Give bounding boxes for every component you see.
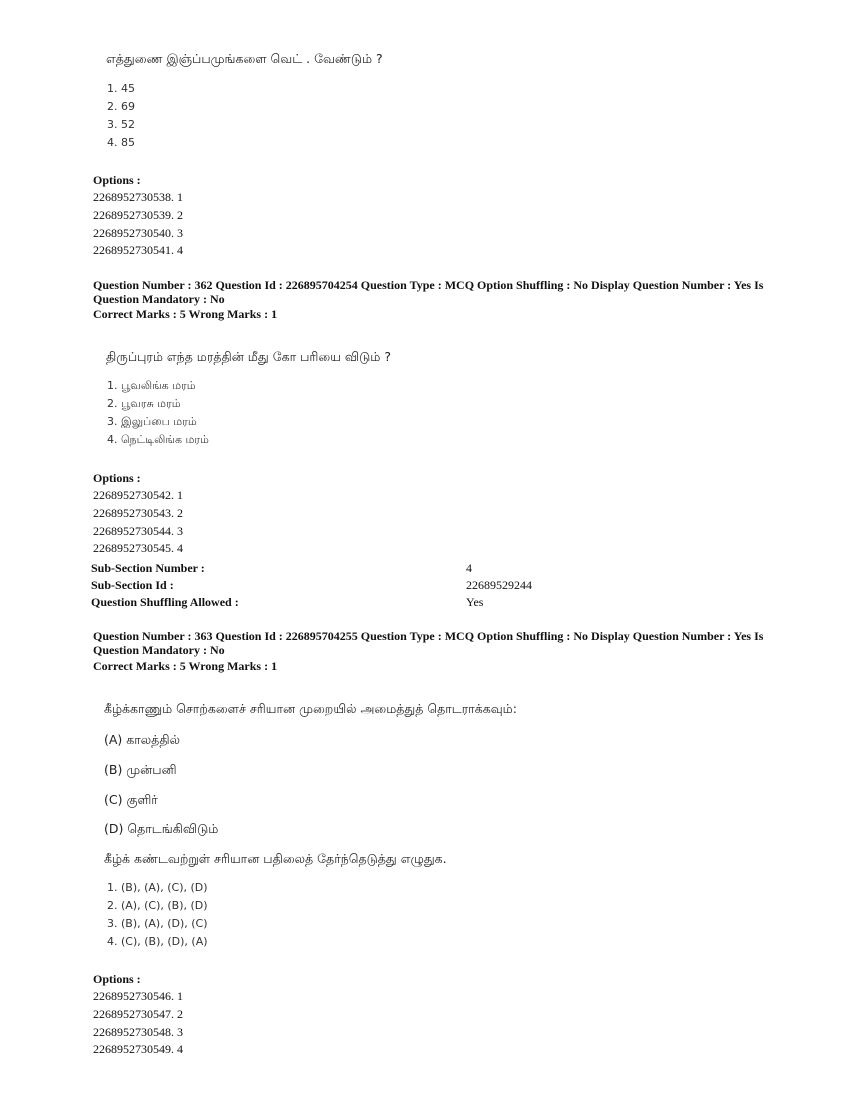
question-meta-line1: Question Number : 362 Question Id : 226895704254 Question Type : MCQ Option Shuffling : No Display Question Number : Yes Is: [93, 278, 764, 292]
answer-choice-1: 1. பூவலிங்க மரம்: [107, 379, 196, 392]
answer-choice-1: 1. 45: [107, 82, 135, 95]
question-marks: Correct Marks : 5 Wrong Marks : 1: [93, 307, 278, 321]
option-id-4: 2268952730545. 4: [93, 541, 183, 555]
option-id-2: 2268952730547. 2: [93, 1007, 183, 1021]
shuffling-allowed-label: Question Shuffling Allowed :: [91, 595, 239, 609]
question-marks: Correct Marks : 5 Wrong Marks : 1: [93, 659, 278, 673]
subsection-id-value: 22689529244: [466, 578, 532, 592]
subsection-number-label: Sub-Section Number :: [91, 561, 205, 575]
question-meta-line1: Question Number : 363 Question Id : 226895704255 Question Type : MCQ Option Shuffling : No Display Question Number : Yes Is: [93, 629, 764, 643]
answer-choice-1: 1. (B), (A), (C), (D): [107, 881, 208, 894]
option-id-4: 2268952730541. 4: [93, 243, 183, 257]
option-id-1: 2268952730542. 1: [93, 488, 183, 502]
question-instruction: கீழ்க் கண்டவற்றுள் சரியான பதிலைத் தேர்ந்தெடுத்து எழுதுக.: [104, 851, 447, 866]
options-heading: Options :: [93, 972, 141, 986]
subsection-number-value: 4: [466, 561, 472, 575]
answer-choice-2: 2. பூவரசு மரம்: [107, 397, 181, 410]
word-part-d: (D) தொடங்கிவிடும்: [104, 821, 219, 836]
answer-choice-4: 4. 85: [107, 136, 135, 149]
option-id-1: 2268952730546. 1: [93, 989, 183, 1003]
word-part-a: (A) காலத்தில்: [104, 732, 180, 747]
answer-choice-2: 2. (A), (C), (B), (D): [107, 899, 208, 912]
option-id-4: 2268952730549. 4: [93, 1042, 183, 1056]
word-part-c: (C) குளிர்: [104, 792, 158, 807]
option-id-3: 2268952730548. 3: [93, 1025, 183, 1039]
answer-choice-3: 3. 52: [107, 118, 135, 131]
question-meta-line2: Question Mandatory : No: [93, 292, 225, 306]
question-text: திருப்புரம் எந்த மரத்தின் மீது கோ பரியை விடும் ?: [106, 349, 391, 364]
answer-choice-4: 4. (C), (B), (D), (A): [107, 935, 208, 948]
shuffling-allowed-value: Yes: [466, 595, 484, 609]
options-heading: Options :: [93, 173, 141, 187]
options-heading: Options :: [93, 471, 141, 485]
answer-choice-4: 4. நெட்டிலிங்க மரம்: [107, 433, 209, 446]
answer-choice-3: 3. (B), (A), (D), (C): [107, 917, 208, 930]
answer-choice-2: 2. 69: [107, 100, 135, 113]
question-text: எத்துணை இஞ்ப்பமுங்களை வெட் . வேண்டும் ?: [106, 51, 383, 66]
question-text: கீழ்க்காணும் சொற்களைச் சரியான முறையில் அமைத்துத் தொடராக்கவும்:: [104, 701, 517, 716]
answer-choice-3: 3. இலுப்பை மரம்: [107, 415, 197, 428]
option-id-3: 2268952730540. 3: [93, 226, 183, 240]
question-meta-line2: Question Mandatory : No: [93, 643, 225, 657]
word-part-b: (B) முன்பனி: [104, 762, 177, 777]
option-id-3: 2268952730544. 3: [93, 524, 183, 538]
option-id-2: 2268952730543. 2: [93, 506, 183, 520]
option-id-2: 2268952730539. 2: [93, 208, 183, 222]
option-id-1: 2268952730538. 1: [93, 190, 183, 204]
subsection-id-label: Sub-Section Id :: [91, 578, 174, 592]
